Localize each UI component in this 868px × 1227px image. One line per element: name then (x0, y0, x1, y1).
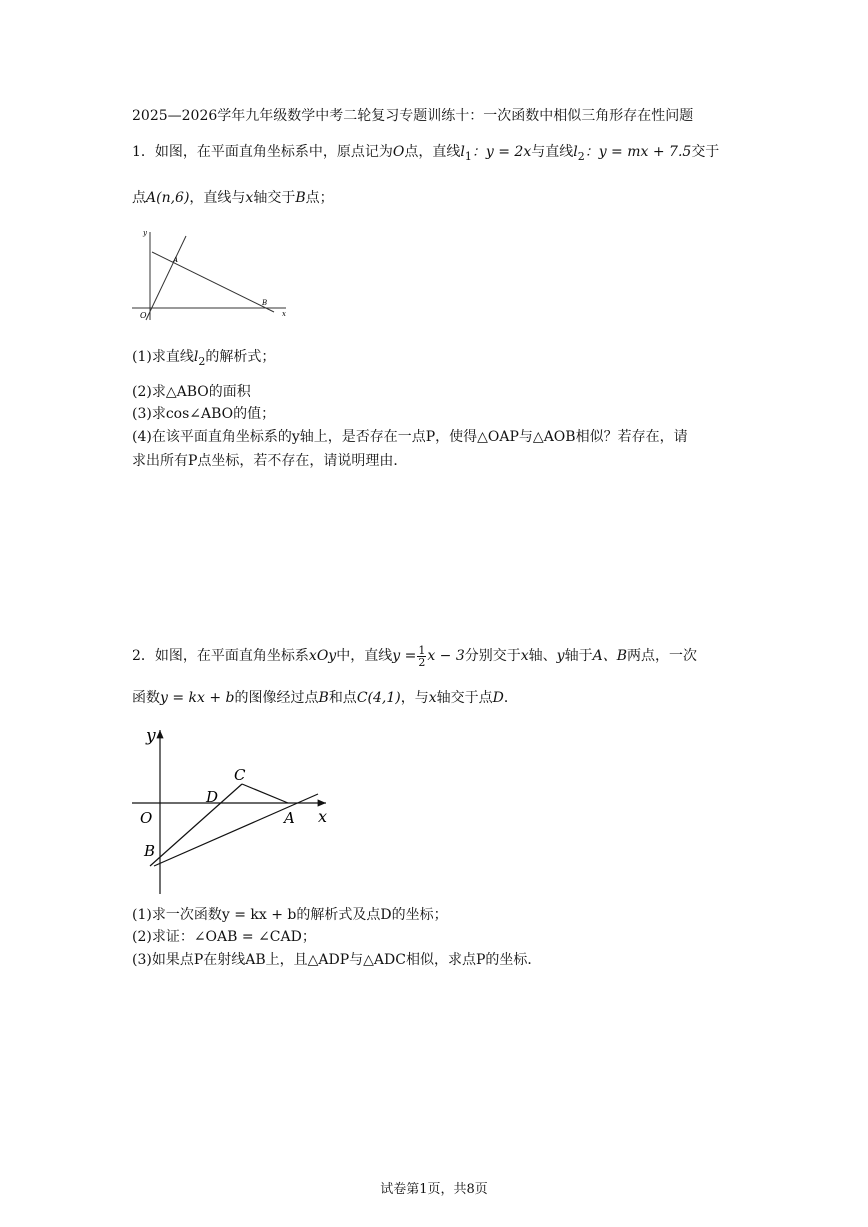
q1-text: 点，直线 (404, 144, 461, 160)
q2-fig-label-d: D (206, 788, 219, 806)
q1-part4-line1: (4)在该平面直角坐标系的y轴上，是否存在一点P，使得△OAP与△AOB相似？若存在，请 (132, 429, 688, 445)
q2-text: 轴交于点 (436, 690, 493, 706)
q1-part1-text: 的解析式； (205, 349, 276, 365)
q2-fraction (417, 645, 426, 668)
q1-stem-line2 (132, 188, 334, 208)
q1-text: 轴交于 (253, 190, 296, 206)
q1-stem-line1 (132, 142, 719, 167)
q2-var-b: B (318, 690, 329, 706)
q1-text: 交于 (691, 144, 720, 160)
q1-figure (128, 224, 292, 324)
q1-part4-line2: 求出所有P点坐标，若不存在，请说明理由． (132, 453, 408, 469)
q1-var-l1: l (460, 144, 465, 160)
q1-sub2: 2 (577, 149, 585, 163)
q1-part1-sub: 2 (198, 354, 206, 368)
q1-text: 点； (305, 190, 334, 206)
q1-point-a: A(n,6) (146, 190, 190, 206)
q2-part2: (2)求证：∠OAB = ∠CAD； (132, 929, 316, 945)
page-footer: 试卷第1页，共8页 (380, 1182, 488, 1197)
q1-eq2: ：y = mx + 7.5 (584, 144, 692, 160)
q2-text: 函数 (132, 690, 160, 706)
q2-fig-label-b: B (144, 842, 156, 860)
q1-var-b: B (295, 190, 306, 206)
q2-var-d: D (492, 690, 504, 706)
q2-var-xoy: xOy (308, 648, 337, 664)
q1-fig-label-o: O (140, 311, 147, 320)
q1-text: ，直线与 (189, 190, 246, 206)
q1-text: 1．如图，在平面直角坐标系中，原点记为 (132, 144, 393, 160)
q2-var-ab: A、B (592, 648, 627, 664)
q2-text: 2．如图，在平面直角坐标系 (132, 648, 309, 664)
q2-text: 和点 (328, 690, 357, 706)
q2-text: 分别交于 (464, 648, 521, 664)
q2-frac-num: 1 (418, 643, 426, 657)
q2-text: 轴、 (528, 648, 557, 664)
q2-line-bc (150, 784, 242, 866)
q1-part2: (2)求△ABO的面积 (132, 384, 251, 400)
q2-var-x: x (520, 648, 529, 664)
q2-part1: (1)求一次函数y = kx + b的解析式及点D的坐标； (132, 907, 448, 923)
q2-point-c: C(4,1) (356, 690, 401, 706)
q1-fig-label-x: x (282, 310, 286, 318)
q2-fig-label-a: A (284, 809, 295, 827)
q1-eq1: ：y = 2x (471, 144, 532, 160)
q2-text: 两点，一次 (626, 648, 697, 664)
q2-part3: (3)如果点P在射线AB上，且△ADP与△ADC相似，求点P的坐标． (132, 952, 542, 968)
q2-eq-linear: y = kx + b (160, 690, 235, 706)
q2-text: 中，直线 (336, 648, 393, 664)
q1-text: 与直线 (531, 144, 574, 160)
q2-var-x2: x (428, 690, 437, 706)
q2-fig-label-c: C (234, 766, 246, 784)
q1-fig-label-b: B (262, 299, 268, 307)
q2-text: 轴于 (564, 648, 593, 664)
q2-text: 的图像经过点 (234, 690, 319, 706)
q1-var-o: O (392, 144, 405, 160)
q1-part3: (3)求cos∠ABO的值； (132, 406, 276, 422)
q2-text: ，与 (400, 690, 429, 706)
q1-part1 (132, 347, 275, 372)
q1-line-l2 (152, 252, 274, 312)
q1-part1-var: l (193, 349, 199, 365)
q2-text: ． (503, 690, 518, 706)
q1-line-l1 (146, 236, 186, 320)
q2-eq-y: y = (392, 648, 417, 664)
q1-part1-text: (1)求直线 (132, 349, 194, 365)
q1-fig-label-y: y (143, 229, 147, 237)
q2-stem-line2 (132, 688, 518, 708)
q2-fig-label-x: x (318, 807, 328, 826)
q2-frac-den: 2 (418, 655, 426, 669)
q2-line-ab (154, 794, 318, 866)
q1-var-l2: l (573, 144, 578, 160)
q1-var-x: x (245, 190, 254, 206)
q2-stem-line1 (132, 644, 697, 668)
q2-var-y: y (556, 648, 565, 664)
q2-fig-label-o: O (140, 809, 153, 827)
q2-eq-rest: x − 3 (427, 648, 465, 664)
q1-sub1: 1 (464, 149, 472, 163)
q2-segment-ca (242, 784, 288, 803)
q1-text: 点 (132, 190, 146, 206)
q1-fig-label-a: A (173, 256, 179, 264)
q2-fig-label-y: y (146, 726, 156, 746)
page-title: 2025—2026学年九年级数学中考二轮复习专题训练十：一次函数中相似三角形存在性问题 (132, 108, 694, 124)
q2-figure (128, 722, 340, 898)
